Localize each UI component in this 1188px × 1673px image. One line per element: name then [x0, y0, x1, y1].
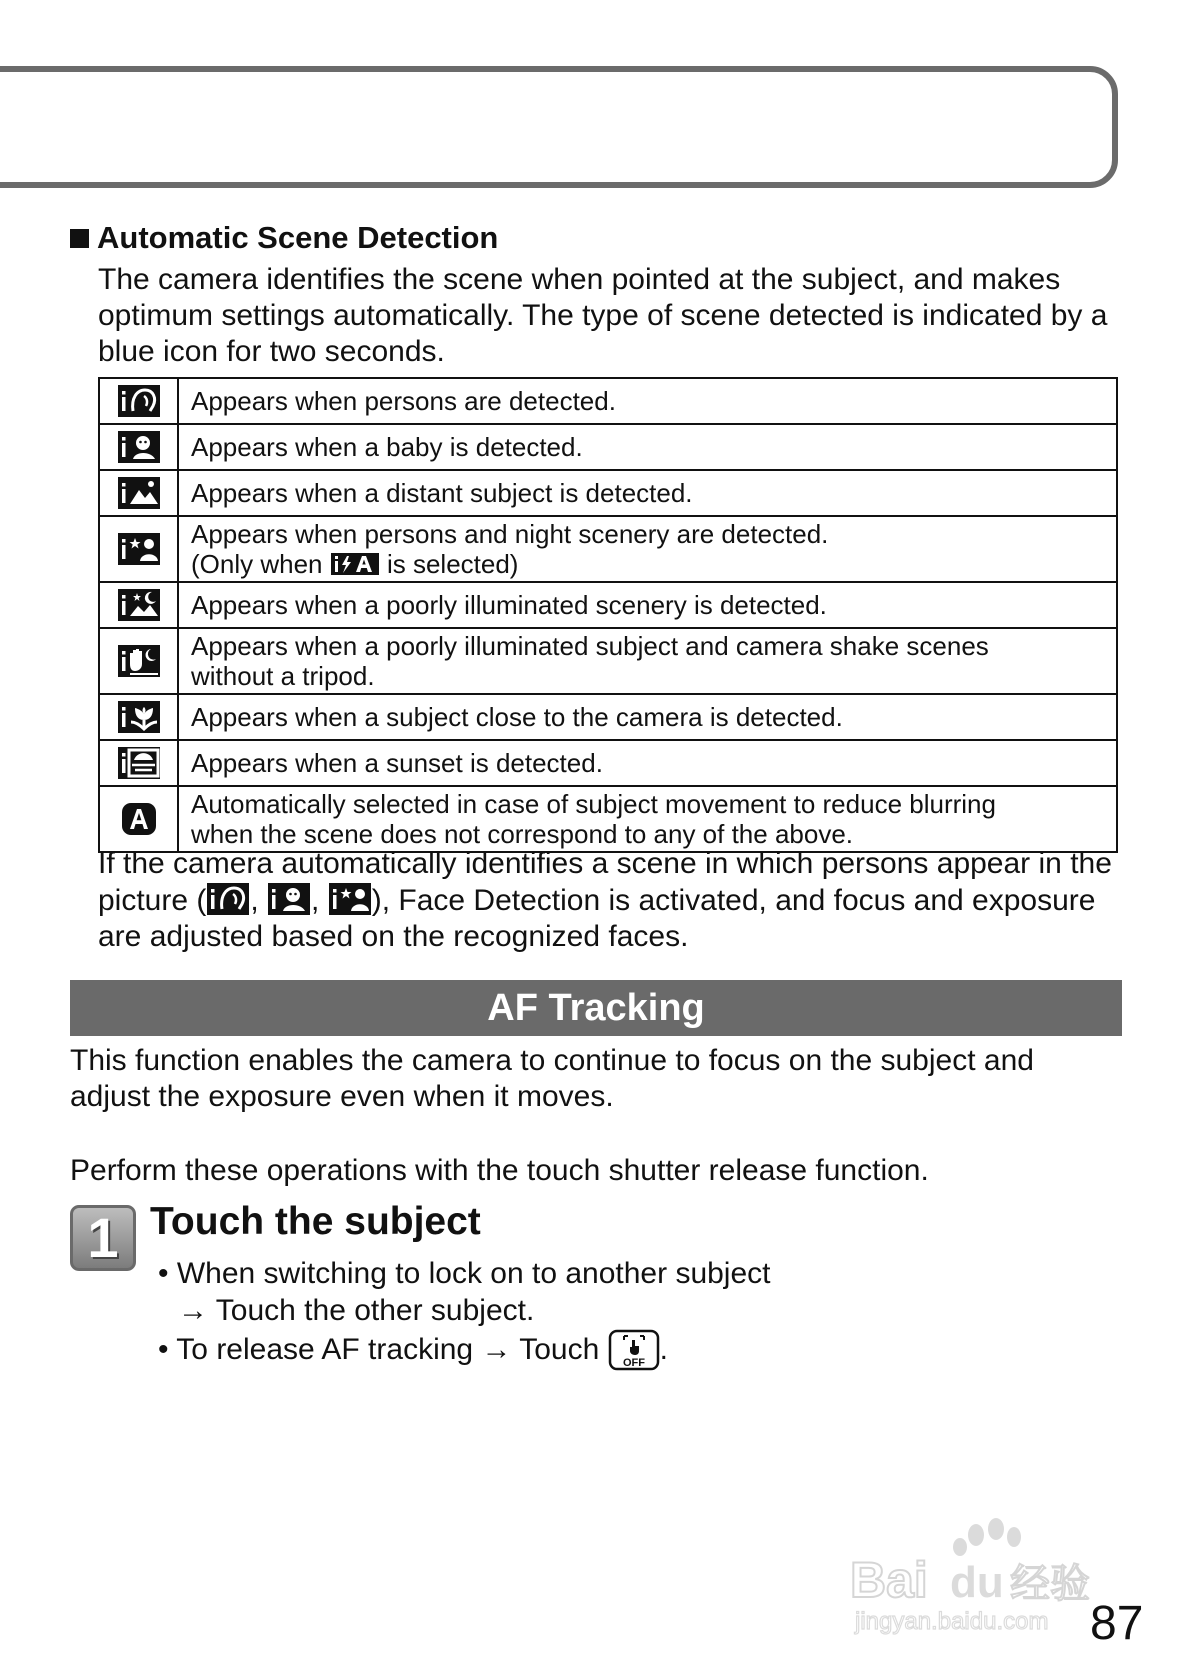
i-sunset-icon — [117, 746, 161, 780]
svg-text:du: du — [950, 1558, 1004, 1607]
row-text: Appears when persons are detected. — [191, 386, 616, 416]
scene-table — [98, 377, 1118, 853]
row-text: Appears when a poorly illuminated subject and camera shake scenes — [191, 631, 989, 661]
i-portrait-icon — [117, 384, 161, 418]
table-row — [99, 582, 1117, 628]
table-row — [99, 786, 1117, 852]
row-text: Appears when a poorly illuminated scenery is detected. — [191, 590, 827, 620]
svg-text:jingyan.baidu.com: jingyan.baidu.com — [855, 1608, 1049, 1635]
row-text: Appears when a distant subject is detected. — [191, 478, 693, 508]
i-flash-auto-icon — [330, 552, 380, 576]
i-macro-icon — [117, 700, 161, 734]
i-baby-icon — [117, 430, 161, 464]
section-heading-text: Automatic Scene Detection — [97, 220, 499, 255]
bullet-release-text: • To release AF tracking → Touch — [158, 1333, 600, 1366]
i-night-portrait-icon — [328, 882, 372, 916]
table-row — [99, 378, 1117, 424]
baidu-watermark — [850, 1505, 1120, 1635]
step-title: Touch the subject — [150, 1200, 481, 1243]
row-text: Automatically selected in case of subject movement to reduce blurring — [191, 789, 996, 819]
intro-paragraph: The camera identifies the scene when pointed at the subject, and makes optimum settings automatically. The type of scene detected is indicated by a blue icon for two seconds. — [98, 263, 1108, 368]
face-sep: , — [250, 884, 268, 917]
af-tracking-description: This function enables the camera to continue to focus on the subject and adjust the exposure even when it moves. — [70, 1044, 1034, 1113]
top-frame — [0, 66, 1118, 188]
face-text-before: If the camera automatically identifies a scene in which persons appear in the picture ( — [98, 847, 1112, 917]
bullet-release-af — [158, 1329, 1058, 1371]
row-text: without a tripod. — [191, 661, 375, 691]
table-row — [99, 740, 1117, 786]
af-tracking-banner: AF Tracking — [70, 980, 1122, 1036]
i-handheld-night-icon — [117, 644, 161, 678]
table-row — [99, 470, 1117, 516]
row-text: Appears when a sunset is detected. — [191, 748, 603, 778]
row-text: Appears when persons and night scenery are detected. — [191, 519, 829, 549]
table-row — [99, 516, 1117, 582]
face-sep: , — [311, 884, 328, 917]
table-row — [99, 628, 1117, 694]
row-text-note — [191, 549, 1108, 579]
svg-text:OFF: OFF — [622, 1357, 645, 1369]
step-bullets — [158, 1255, 1058, 1371]
page-number: 87 — [1090, 1597, 1144, 1650]
bullet-switch-subject: • When switching to lock on to another subject — [158, 1257, 771, 1290]
row-text: Appears when a subject close to the camera is detected. — [191, 702, 843, 732]
note-before: (Only when — [191, 549, 323, 579]
face-text-after: ), Face Detection is activated, and focus and exposure are adjusted based on the recognized faces. — [98, 884, 1096, 953]
svg-text:经验: 经验 — [1010, 1561, 1090, 1607]
bullet-switch-subject-cont: → Touch the other subject. — [178, 1294, 535, 1327]
svg-text:Bai: Bai — [850, 1552, 928, 1608]
i-night-portrait-icon — [117, 532, 161, 566]
i-baby-icon — [267, 882, 311, 916]
table-row — [99, 424, 1117, 470]
bullet-release-end: . — [659, 1333, 668, 1366]
table-row — [99, 694, 1117, 740]
intelligent-auto-icon — [117, 802, 161, 836]
touch-af-off-icon — [608, 1329, 660, 1371]
face-detection-paragraph — [98, 846, 1118, 955]
i-portrait-icon — [206, 882, 250, 916]
i-night-scenery-icon — [117, 588, 161, 622]
step-number-badge: 1 — [70, 1205, 136, 1271]
perform-instruction: Perform these operations with the touch shutter release function. — [70, 1154, 929, 1187]
section-heading — [70, 220, 498, 256]
square-bullet-icon — [70, 229, 89, 248]
row-text: when the scene does not correspond to any of the above. — [191, 819, 854, 849]
i-scenery-icon — [117, 476, 161, 510]
note-after: is selected) — [386, 549, 519, 579]
row-text: Appears when a baby is detected. — [191, 432, 583, 462]
